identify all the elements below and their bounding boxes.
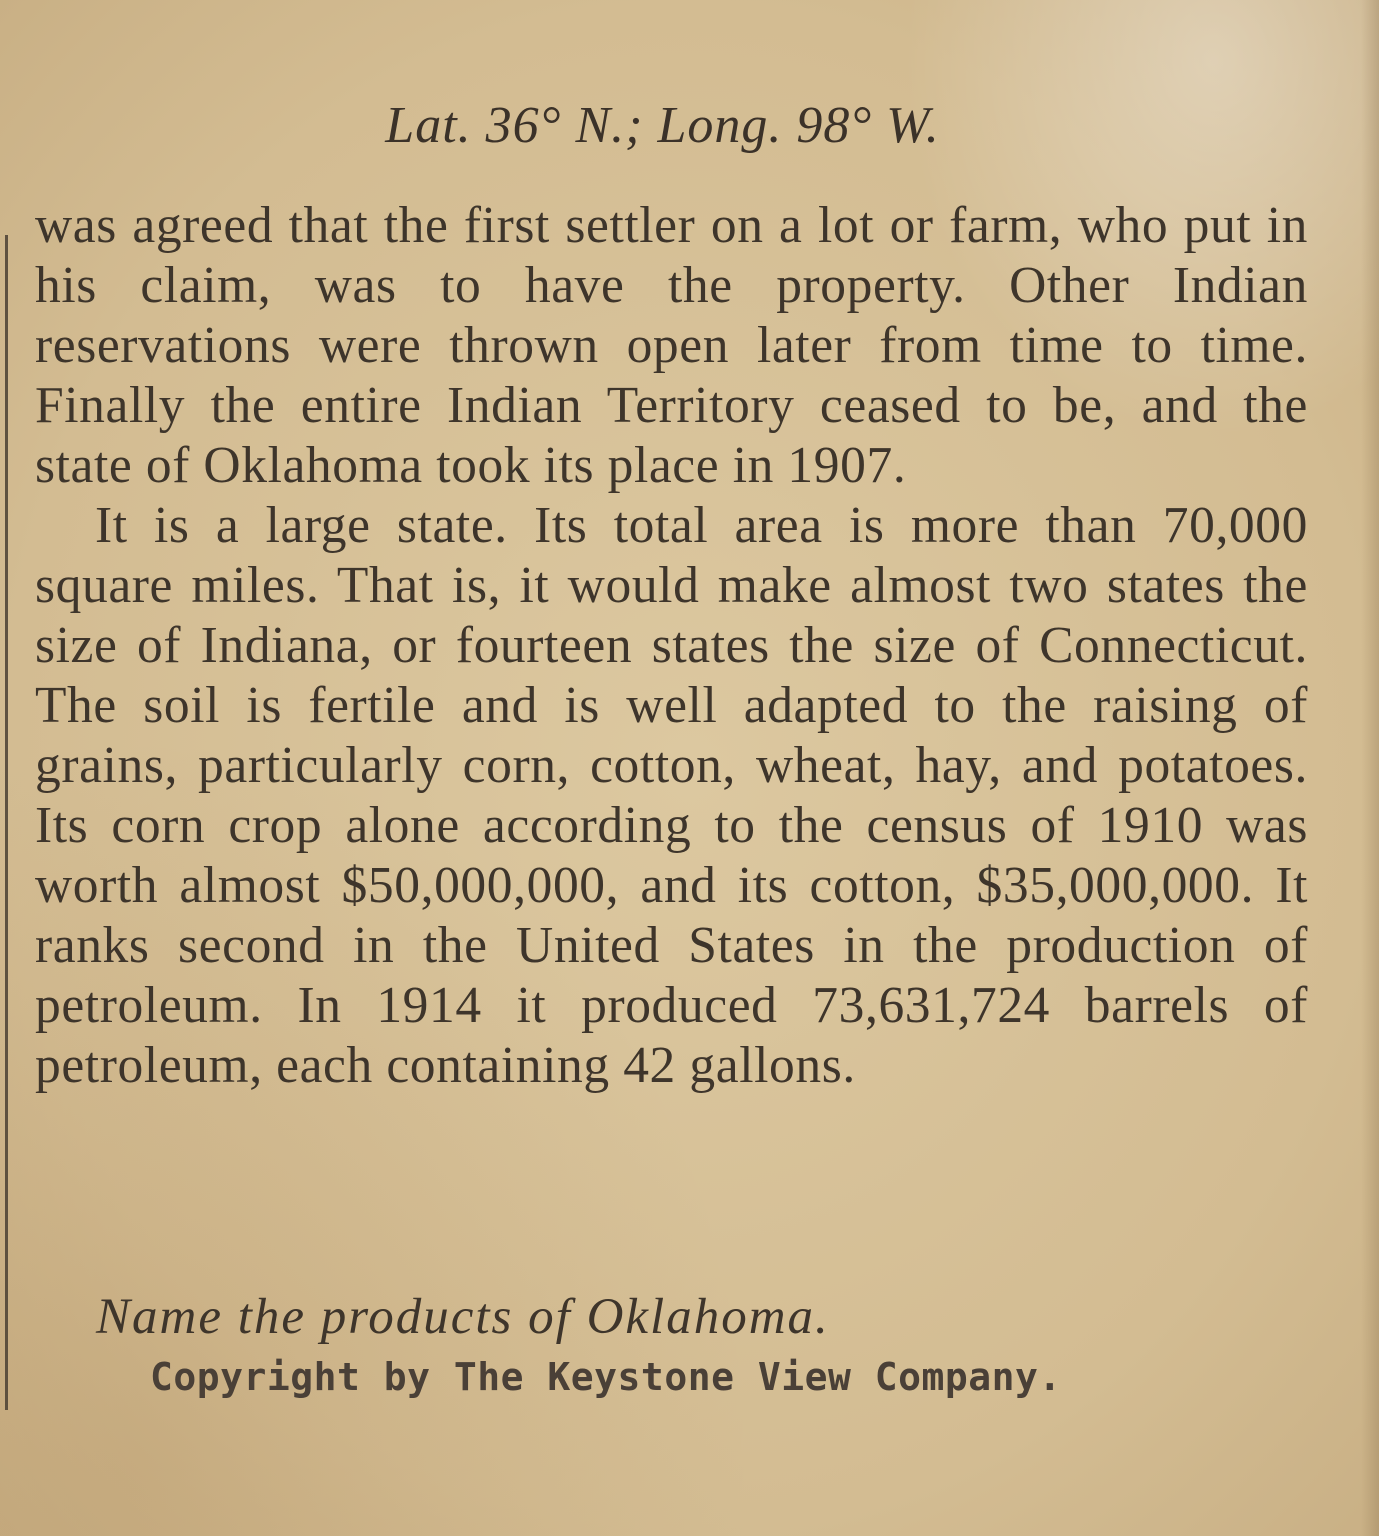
paragraph-state-facts: It is a large state. Its total area is more than 70,000 square miles. That is, it would make almost two states the size of Indiana, or fourteen states the size of Connecticut. The soil is fertile and is well adapted to the raising of grains, particularly corn, cotton, wheat, hay, and potatoes. Its corn crop alone according to the census of 1910 was worth almost $50,000,000, and its cotton, $35,000,000. It ranks second in the United States in the production of petroleum. In 1914 it produced 73,631,724 barrels of petroleum, each containing 42 gallons. (35, 497, 1308, 1094)
coordinates-heading: Lat. 36° N.; Long. 98° W. (385, 97, 940, 154)
paragraph-settlement: was agreed that the first settler on a lot or farm, who put in his claim, was to have the property. Other Indian reservations were thrown open later from time to time. Finally the entire Indian Territory ceased to be, and the state of Oklahoma took its place in 1907. (35, 197, 1308, 494)
card-edge-shading (1361, 0, 1379, 1536)
copyright-line: Copyright by The Keystone View Company. (150, 1355, 1062, 1399)
left-margin-rule (5, 235, 8, 1410)
card-body-text (35, 196, 1308, 1096)
study-question: Name the products of Oklahoma. (96, 1289, 830, 1345)
